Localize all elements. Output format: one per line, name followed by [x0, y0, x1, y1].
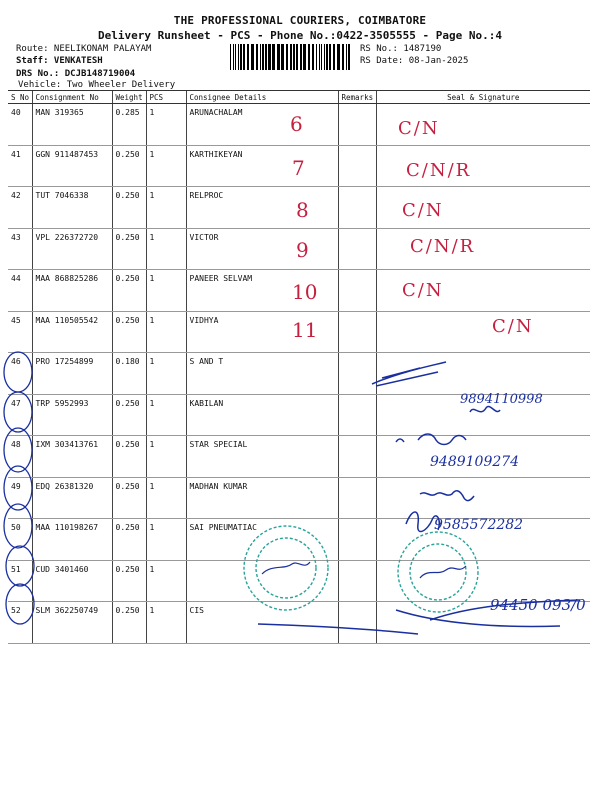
handwritten-number: 11	[292, 318, 318, 342]
weight-cell: 0.250	[112, 560, 146, 602]
remarks-cell	[338, 187, 376, 229]
pcs-cell: 1	[146, 311, 186, 353]
weight-cell: 0.250	[112, 145, 146, 187]
runsheet-subtitle: Delivery Runsheet - PCS - Phone No.:0422-3505555 - Page No.:4	[98, 29, 502, 42]
consignment-cell: VPL 226372720	[32, 228, 112, 270]
pcs-cell: 1	[146, 187, 186, 229]
signature-cell	[376, 477, 590, 519]
col-remarks: Remarks	[338, 91, 376, 104]
weight-cell: 0.180	[112, 353, 146, 395]
remarks-cell	[338, 228, 376, 270]
consignee-cell: VICTOR	[186, 228, 338, 270]
table-row	[8, 477, 590, 519]
remarks-cell	[338, 436, 376, 478]
consignee-cell: RELPROC	[186, 187, 338, 229]
handwritten-remark: C/N/R	[410, 236, 476, 257]
consignment-cell: TRP 5952993	[32, 394, 112, 436]
sno-cell: 47	[8, 394, 32, 436]
remarks-cell	[338, 560, 376, 602]
sno-cell: 48	[8, 436, 32, 478]
remarks-cell	[338, 270, 376, 312]
remarks-cell	[338, 519, 376, 561]
table-row	[8, 353, 590, 395]
route-label: Route: NEELIKONAM PALAYAM	[16, 44, 152, 54]
handwritten-number: 9	[296, 238, 309, 262]
handwritten-phone: 9585572282	[434, 517, 524, 533]
sno-cell: 52	[8, 602, 32, 644]
sno-cell: 41	[8, 145, 32, 187]
consignment-cell: MAA 110198267	[32, 519, 112, 561]
sno-cell: 51	[8, 560, 32, 602]
col-consignment: Consignment No	[32, 91, 112, 104]
sno-cell: 43	[8, 228, 32, 270]
consignee-cell: STAR SPECIAL	[186, 436, 338, 478]
sno-cell: 49	[8, 477, 32, 519]
handwritten-remark: C/N	[398, 118, 440, 139]
consignment-cell: TUT 7046338	[32, 187, 112, 229]
consignment-cell: MAA 868825286	[32, 270, 112, 312]
pcs-cell: 1	[146, 436, 186, 478]
weight-cell: 0.250	[112, 187, 146, 229]
consignee-cell: MADHAN KUMAR	[186, 477, 338, 519]
handwritten-remark: C/N/R	[406, 160, 472, 181]
barcode-image	[230, 44, 352, 70]
pcs-cell: 1	[146, 145, 186, 187]
consignment-cell: SLM 362250749	[32, 602, 112, 644]
consignment-cell: PRO 17254899	[32, 353, 112, 395]
handwritten-remark: C/N	[402, 200, 444, 221]
consignee-cell: SAI PNEUMATIAC	[186, 519, 338, 561]
sno-cell: 46	[8, 353, 32, 395]
drs-number: DRS No.: DCJB148719004	[16, 69, 136, 79]
pcs-cell: 1	[146, 228, 186, 270]
remarks-cell	[338, 477, 376, 519]
rs-date: RS Date: 08-Jan-2025	[360, 56, 469, 66]
weight-cell: 0.250	[112, 602, 146, 644]
handwritten-number: 10	[292, 280, 318, 304]
remarks-cell	[338, 311, 376, 353]
col-consignee: Consignee Details	[186, 91, 338, 104]
handwritten-number: 8	[296, 198, 309, 222]
sno-cell: 45	[8, 311, 32, 353]
col-sno: S No	[8, 91, 32, 104]
staff-label: Staff: VENKATESH	[16, 56, 103, 66]
consignee-cell: CIS	[186, 602, 338, 644]
remarks-cell	[338, 104, 376, 146]
sno-cell: 50	[8, 519, 32, 561]
pcs-cell: 1	[146, 270, 186, 312]
vehicle-label: Vehicle: Two Wheeler Delivery	[18, 80, 176, 90]
consignment-cell: EDQ 26381320	[32, 477, 112, 519]
pcs-cell: 1	[146, 560, 186, 602]
consignee-cell: PANEER SELVAM	[186, 270, 338, 312]
remarks-cell	[338, 145, 376, 187]
consignment-cell: MAN 319365	[32, 104, 112, 146]
col-signature: Seal & Signature	[376, 91, 590, 104]
consignee-cell: VIDHYA	[186, 311, 338, 353]
weight-cell: 0.250	[112, 436, 146, 478]
handwritten-phone: 9489109274	[430, 454, 520, 470]
consignee-cell	[186, 560, 338, 602]
consignee-cell: KABILAN	[186, 394, 338, 436]
remarks-cell	[338, 602, 376, 644]
weight-cell: 0.250	[112, 270, 146, 312]
signature-cell	[376, 353, 590, 395]
sno-cell: 42	[8, 187, 32, 229]
handwritten-note: 94450 093/0	[490, 596, 586, 614]
weight-cell: 0.250	[112, 228, 146, 270]
remarks-cell	[338, 353, 376, 395]
pcs-cell: 1	[146, 104, 186, 146]
weight-cell: 0.250	[112, 477, 146, 519]
sno-cell: 40	[8, 104, 32, 146]
company-title: THE PROFESSIONAL COURIERS, COIMBATORE	[173, 14, 427, 27]
weight-cell: 0.250	[112, 519, 146, 561]
consignment-cell: IXM 303413761	[32, 436, 112, 478]
pcs-cell: 1	[146, 477, 186, 519]
handwritten-phone: 9894110998	[460, 392, 543, 407]
consignee-cell: ARUNACHALAM	[186, 104, 338, 146]
consignee-cell: S AND T	[186, 353, 338, 395]
col-weight: Weight	[112, 91, 146, 104]
handwritten-number: 6	[290, 112, 303, 136]
pcs-cell: 1	[146, 353, 186, 395]
signature-cell	[376, 311, 590, 353]
consignment-cell: MAA 110505542	[32, 311, 112, 353]
handwritten-number: 7	[292, 156, 305, 180]
pcs-cell: 1	[146, 519, 186, 561]
remarks-cell	[338, 394, 376, 436]
pcs-cell: 1	[146, 394, 186, 436]
table-header-row	[8, 91, 590, 104]
consignment-cell: CUD 3401460	[32, 560, 112, 602]
weight-cell: 0.250	[112, 311, 146, 353]
weight-cell: 0.250	[112, 394, 146, 436]
consignment-cell: GGN 911487453	[32, 145, 112, 187]
handwritten-remark: C/N	[402, 280, 444, 301]
rs-number: RS No.: 1487190	[360, 44, 442, 54]
pcs-cell: 1	[146, 602, 186, 644]
handwritten-remark: C/N	[492, 316, 534, 337]
sno-cell: 44	[8, 270, 32, 312]
weight-cell: 0.285	[112, 104, 146, 146]
signature-cell	[376, 228, 590, 270]
col-pcs: PCS	[146, 91, 186, 104]
consignee-cell: KARTHIKEYAN	[186, 145, 338, 187]
